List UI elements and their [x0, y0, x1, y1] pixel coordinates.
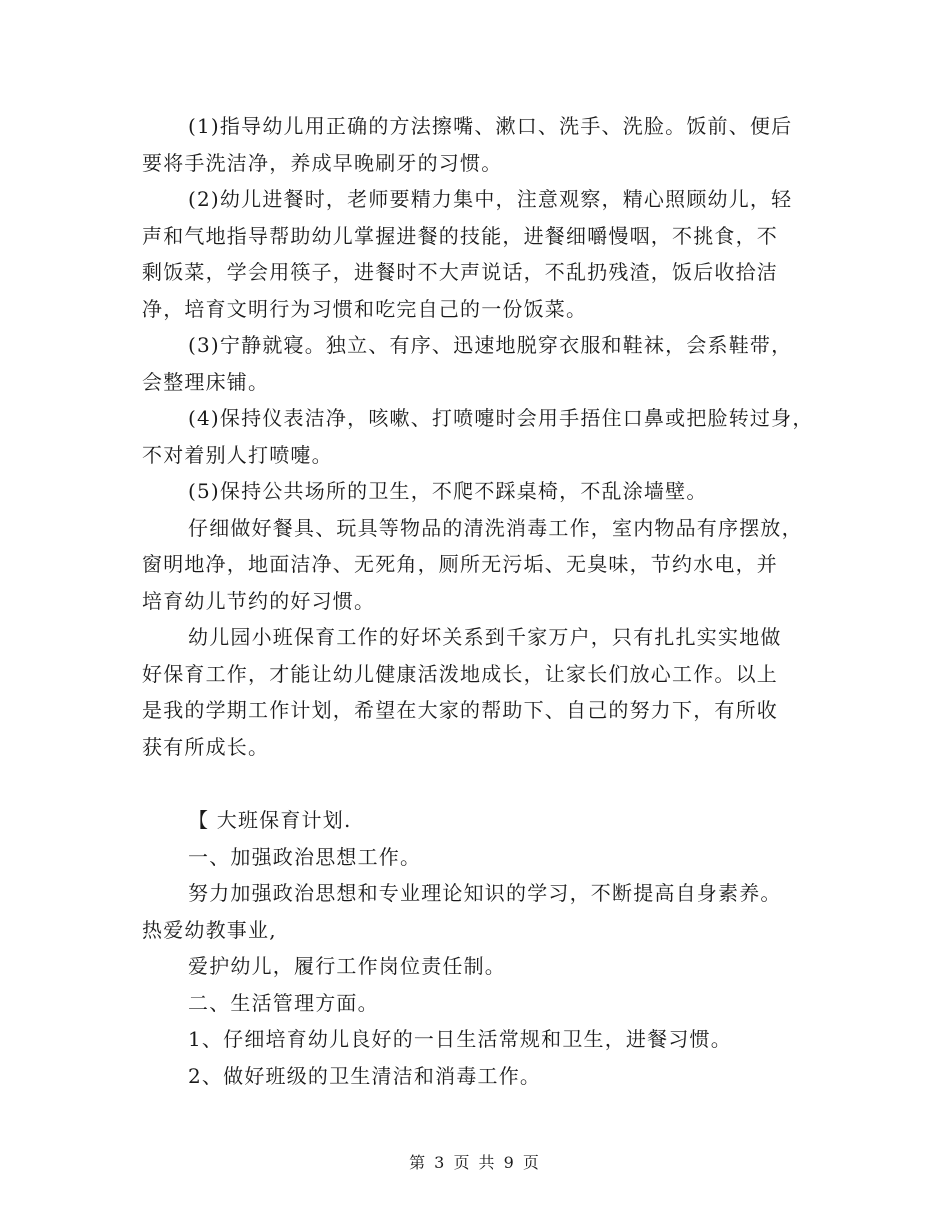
- paragraph-line: 要将手洗洁净，养成早晚刷牙的习惯。: [142, 150, 503, 175]
- section-heading: 二、生活管理方面。: [188, 990, 379, 1015]
- paragraph-line: 培育幼儿节约的好习惯。: [142, 588, 376, 613]
- paragraph-line: 幼儿园小班保育工作的好坏关系到千家万户，只有扎扎实实地做: [188, 625, 782, 649]
- section-heading: 【 大班保育计划.: [188, 808, 352, 832]
- paragraph-line: 会整理床铺。: [142, 369, 270, 394]
- paragraph-line: 净，培育文明行为习惯和吃完自己的一份饭菜。: [142, 296, 588, 321]
- paragraph-line: 是我的学期工作计划，希望在大家的帮助下、自己的努力下，有所收: [142, 698, 778, 722]
- paragraph-line: (2)幼儿进餐时，老师要精力集中，注意观察，精心照顾幼儿，轻: [188, 187, 793, 211]
- paragraph-line: 剩饭菜，学会用筷子，进餐时不大声说话，不乱扔残渣，饭后收拾洁: [142, 260, 778, 284]
- paragraph-line: 声和气地指导帮助幼儿掌握进餐的技能，进餐细嚼慢咽，不挑食，不: [142, 223, 778, 248]
- section-gap: [142, 765, 822, 802]
- paragraph-line: (3)宁静就寝。独立、有序、迅速地脱穿衣服和鞋袜，会系鞋带，: [188, 333, 793, 357]
- page-number-footer: 第 3 页 共 9 页: [409, 1153, 541, 1172]
- list-item: 2、做好班级的卫生清洁和消毒工作。: [188, 1063, 542, 1088]
- document-body: [142, 108, 822, 1094]
- paragraph-line: 热爱幼教事业,: [142, 917, 277, 942]
- paragraph-line: (1)指导幼儿用正确的方法擦嘴、漱口、洗手、洗脸。饭前、便后: [188, 114, 793, 138]
- paragraph-line: 好保育工作，才能让幼儿健康活泼地成长，让家长们放心工作。以上: [142, 661, 778, 686]
- section-heading: 一、加强政治思想工作。: [188, 844, 422, 869]
- paragraph-line: (4)保持仪表洁净，咳嗽、打喷嚏时会用手捂住口鼻或把脸转过身，: [188, 406, 814, 430]
- paragraph-line: 仔细做好餐具、玩具等物品的清洗消毒工作，室内物品有序摆放，: [188, 515, 803, 540]
- paragraph-line: 窗明地净，地面洁净、无死角，厕所无污垢、无臭味，节约水电，并: [142, 552, 778, 576]
- paragraph-line: 不对着别人打喷嚏。: [142, 442, 333, 467]
- list-item: 1、仔细培育幼儿良好的一日生活常规和卫生，进餐习惯。: [188, 1027, 732, 1051]
- paragraph-line: (5)保持公共场所的卫生，不爬不踩桌椅，不乱涂墙壁。: [188, 479, 708, 503]
- paragraph-line: 爱护幼儿，履行工作岗位责任制。: [188, 954, 506, 978]
- paragraph-line: 获有所成长。: [142, 734, 270, 759]
- paragraph-line: 努力加强政治思想和专业理论知识的学习，不断提高自身素养。: [188, 881, 782, 905]
